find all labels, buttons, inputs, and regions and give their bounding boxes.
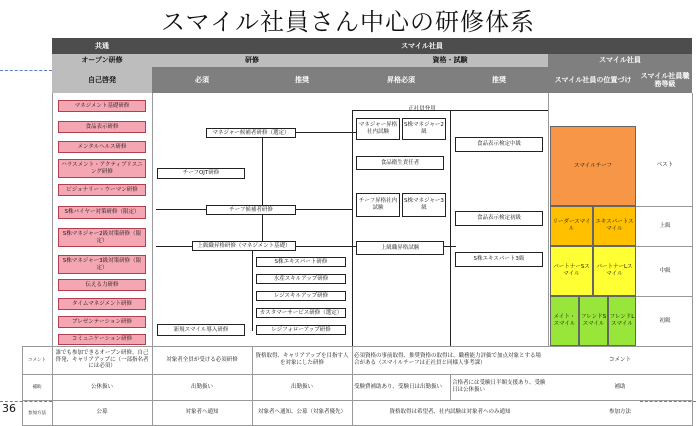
subsidy-row-label: 補助	[32, 385, 42, 390]
self-dev-item[interactable]: ビジョナリー・ウーマン研修	[58, 184, 146, 196]
smile-chief-tile: スマイルチーフ	[550, 126, 636, 206]
s-manager-2[interactable]: S株マネジャー2級	[402, 118, 446, 140]
aquatic-skill-training[interactable]: 水産スキルアップ研修	[256, 274, 346, 284]
page-title: スマイル社員さん中心の研修体系	[160, 8, 536, 36]
food-hygiene[interactable]: 食品衛生責任者	[356, 156, 444, 170]
comment-self-dev: 誰でも参加できるオープン研修。自己啓発、キャリアアップに（一部指名者には必須）	[55, 349, 149, 370]
food-label-basic[interactable]: 食品表示検定初級	[455, 211, 543, 226]
header-required: 必須	[152, 67, 252, 93]
chief-promotion-exam[interactable]: チーフ昇格社内試験	[356, 193, 400, 217]
subsidy-right: 補助	[614, 383, 626, 390]
self-dev-item[interactable]: ハラスメント・アクティブリスニング研修	[58, 159, 146, 178]
header-smile-staff-right: スマイル社員	[548, 54, 692, 67]
header-smile-position: スマイル社員の位置づけ	[548, 67, 638, 93]
comment-row-label: コメント	[28, 358, 46, 363]
self-dev-item[interactable]: メンタルヘルス研修	[58, 141, 146, 153]
partner-s-tile: パートナーSスマイル	[550, 246, 593, 296]
header-smile-staff: スマイル社員	[152, 38, 692, 54]
partner-l-tile: パートナーLスマイル	[593, 246, 636, 296]
self-dev-item[interactable]: コミュニケーション研修	[58, 334, 146, 345]
self-dev-item[interactable]: S株マネジャー3級対策研修（限定）	[58, 255, 146, 274]
reform-up-training[interactable]: レジフォローアップ研修	[256, 325, 346, 335]
method-required: 対象者へ通知	[185, 409, 219, 416]
grid-line	[636, 206, 692, 207]
company-use-label: 正社員登用	[408, 105, 436, 112]
header-self-dev: 自己啓発	[52, 67, 152, 93]
subsidy-self-dev: 公休扱い	[90, 383, 113, 390]
mate-smile-tile: メイト・スマイル	[550, 296, 579, 346]
senior-promotion-exam[interactable]: 上級職昇格試験	[356, 241, 444, 255]
comment-qualification: 必須資格の事前取得、推奨資格の取得は、職務能力評価で加点対象とする場合がある（スマイルチーフは正社員と同様人事考課）	[354, 353, 542, 366]
leader-smile-tile: リーダースマイル	[550, 206, 593, 246]
page-number: 36	[2, 402, 16, 415]
friend-s-tile: フレンドSスマイル	[579, 296, 608, 346]
connector	[252, 246, 253, 331]
register-skill-training[interactable]: レジスキルアップ研修	[256, 291, 346, 301]
grade-senior: 上級	[659, 222, 671, 229]
chief-candidate-training[interactable]: チーフ候補者研修	[206, 205, 296, 215]
grade-best: ベスト	[656, 161, 674, 168]
self-dev-item[interactable]: S株マネジャー2級対策研修（限定）	[58, 228, 146, 247]
connector	[262, 132, 263, 247]
grid-line	[636, 246, 692, 247]
method-self-dev: 公募	[96, 409, 108, 416]
header-recommended: 推奨	[252, 67, 352, 93]
grid-line	[692, 93, 693, 426]
grade-middle: 中級	[659, 267, 671, 274]
comment-required: 対象者全員が受ける必須研修	[166, 356, 238, 363]
method-qualification: 資格取得は希望者、社内試験は対象者へのみ通知	[389, 409, 511, 416]
method-right: 参加方法	[608, 409, 631, 416]
s-manager-3[interactable]: S株マネジャー3級	[402, 193, 446, 217]
expert-smile-tile: エキスパートスマイル	[593, 206, 636, 246]
self-dev-item[interactable]: マネジメント基礎研修	[58, 100, 146, 112]
header-qualification: 資格・試験	[352, 54, 548, 67]
food-label-middle[interactable]: 食品表示検定中級	[455, 137, 543, 152]
header-qual-recommended: 推奨	[450, 67, 548, 93]
header-common: 共通	[52, 38, 152, 54]
self-dev-item[interactable]: 食品表示研修	[58, 121, 146, 133]
guide-line	[0, 70, 52, 71]
s-expert-training[interactable]: S株エキスパート研修	[256, 257, 346, 267]
grid-line	[636, 296, 692, 297]
friend-l-tile: フレンドLスマイル	[608, 296, 636, 346]
connector	[352, 110, 353, 346]
customer-service-training[interactable]: カスタマーサービス研修（選定）	[256, 308, 346, 318]
connector	[450, 110, 451, 346]
new-smile-intro-training[interactable]: 新規スマイル導入研修	[157, 324, 245, 336]
comment-recommended: 資格取得、キャリアアップを目指す人を対象にした研修	[255, 353, 349, 366]
subsidy-required: 出勤扱い	[190, 383, 213, 390]
header-training: 研修	[152, 54, 352, 67]
grid-line	[548, 93, 549, 346]
method-recommended: 対象者へ通知、公募（対象者優先）	[257, 409, 346, 416]
grade-basic: 初級	[659, 317, 671, 324]
senior-promotion-training[interactable]: 上級職昇格研修（マネジメント基礎）	[192, 241, 296, 251]
self-dev-item[interactable]: プレゼンテーション研修	[58, 316, 146, 328]
comment-right: コメント	[608, 356, 631, 363]
self-dev-item[interactable]: 伝える力研修	[58, 279, 146, 291]
subsidy-promotion: 受験費補助あり、受験日は出勤扱い	[354, 383, 443, 390]
manager-promotion-exam[interactable]: マネジャー昇格社内試験	[356, 118, 400, 140]
self-dev-item[interactable]: S株バイヤー対策研修（限定）	[58, 206, 146, 219]
s-expert-3[interactable]: S株エキスパート3級	[455, 252, 543, 267]
header-smile-grade: スマイル社員職務等級	[638, 67, 692, 93]
method-row-label: 参加方法	[28, 410, 46, 416]
subsidy-qual-recommended: 合格者には受験日半額支援あり、受験日は公休扱い	[452, 380, 546, 393]
subsidy-recommended: 出勤扱い	[290, 383, 313, 390]
header-open-training: オープン研修	[52, 54, 152, 67]
manager-candidate-training[interactable]: マネジャー候補者研修（選定）	[206, 128, 296, 138]
self-dev-item[interactable]: タイムマネジメント研修	[58, 298, 146, 310]
header-promotion-required: 昇格必須	[352, 67, 450, 93]
chief-ojt-training[interactable]: チーフOJT研修	[157, 168, 245, 179]
